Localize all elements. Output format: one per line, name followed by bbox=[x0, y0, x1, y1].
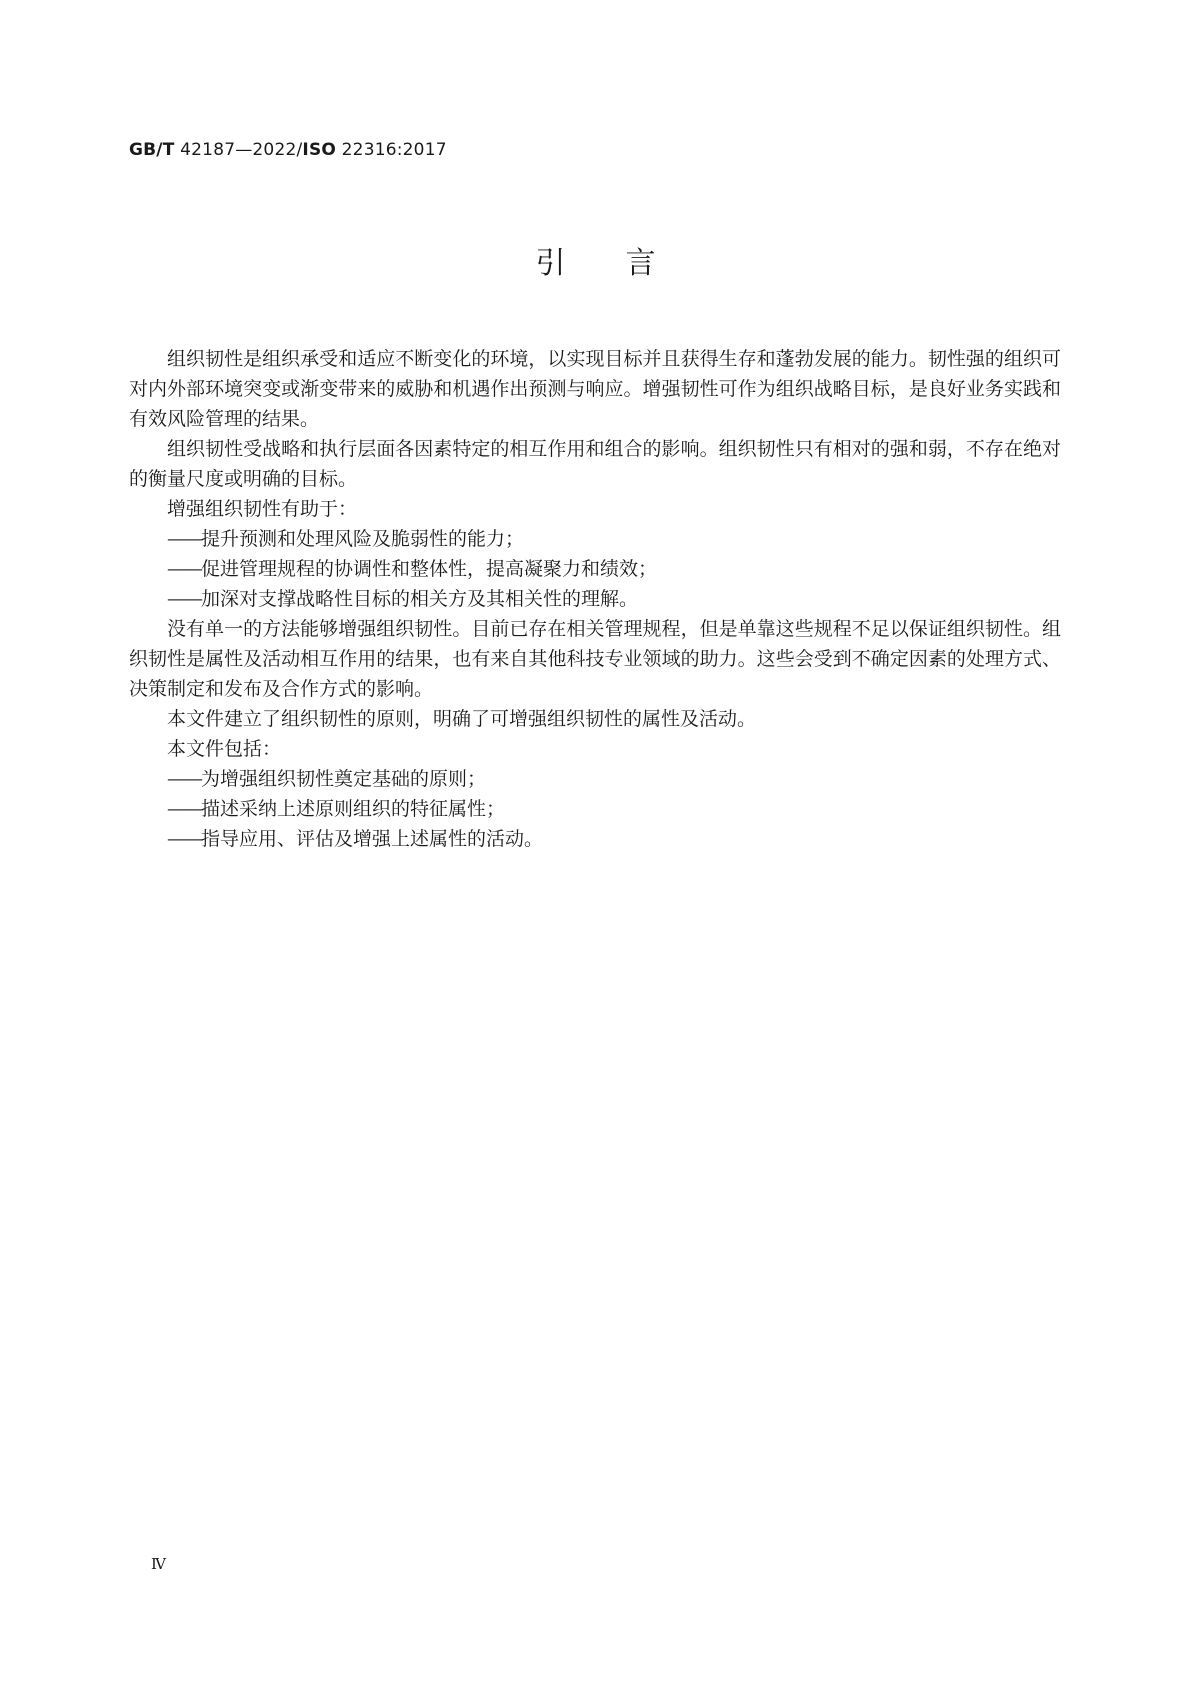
dash-marker: —— bbox=[167, 768, 201, 790]
list-item bbox=[129, 584, 1061, 614]
standard-number: 42187—2022/ bbox=[180, 140, 303, 160]
dash-marker: —— bbox=[167, 828, 201, 850]
page-number: Ⅳ bbox=[151, 1555, 166, 1573]
dash-marker: —— bbox=[167, 558, 201, 580]
paragraph-6: 本文件包括： bbox=[167, 738, 282, 760]
page-title: 引言 bbox=[535, 246, 716, 281]
paragraph-2: 组织韧性受战略和执行层面各因素特定的相互作用和组合的影响。组织韧性只有相对的强和弱，不存在绝对的衡量尺度或明确的目标。 bbox=[129, 438, 1061, 490]
document-header bbox=[129, 140, 447, 160]
list-item bbox=[129, 554, 1061, 584]
dash-marker: —— bbox=[167, 588, 201, 610]
list-item bbox=[129, 764, 1061, 794]
list-item-text: 加深对支撑战略性目标的相关方及其相关性的理解。 bbox=[201, 588, 639, 610]
list-item-text: 提升预测和处理风险及脆弱性的能力； bbox=[201, 528, 525, 550]
paragraph-4: 没有单一的方法能够增强组织韧性。目前已存在相关管理规程，但是单靠这些规程不足以保证组织韧性。组织韧性是属性及活动相互作用的结果，也有来自其他科技专业领域的助力。这些会受到不确定因素的处理方式、决策制定和发布及合作方式的影响。 bbox=[129, 618, 1061, 700]
standard-prefix: GB/T bbox=[129, 140, 175, 160]
list-item bbox=[129, 524, 1061, 554]
paragraph-3: 增强组织韧性有助于： bbox=[167, 498, 358, 520]
list-item bbox=[129, 794, 1061, 824]
list-item-text: 描述采纳上述原则组织的特征属性； bbox=[201, 798, 506, 820]
list-item-text: 指导应用、评估及增强上述属性的活动。 bbox=[201, 828, 544, 850]
paragraph-1: 组织韧性是组织承受和适应不断变化的环境，以实现目标并且获得生存和蓬勃发展的能力。韧性强的组织可对内外部环境突变或渐变带来的威胁和机遇作出预测与响应。增强韧性可作为组织战略目标，是良好业务实践和有效风险管理的结果。 bbox=[129, 348, 1061, 430]
list-item-text: 为增强组织韧性奠定基础的原则； bbox=[201, 768, 487, 790]
iso-number: 22316:2017 bbox=[341, 140, 447, 160]
list-item-text: 促进管理规程的协调性和整体性，提高凝聚力和绩效； bbox=[201, 558, 658, 580]
paragraph-5: 本文件建立了组织韧性的原则，明确了可增强组织韧性的属性及活动。 bbox=[167, 708, 757, 730]
dash-marker: —— bbox=[167, 798, 201, 820]
body-text bbox=[129, 344, 1061, 854]
list-item bbox=[129, 824, 1061, 854]
iso-prefix: ISO bbox=[302, 140, 337, 160]
dash-marker: —— bbox=[167, 528, 201, 550]
